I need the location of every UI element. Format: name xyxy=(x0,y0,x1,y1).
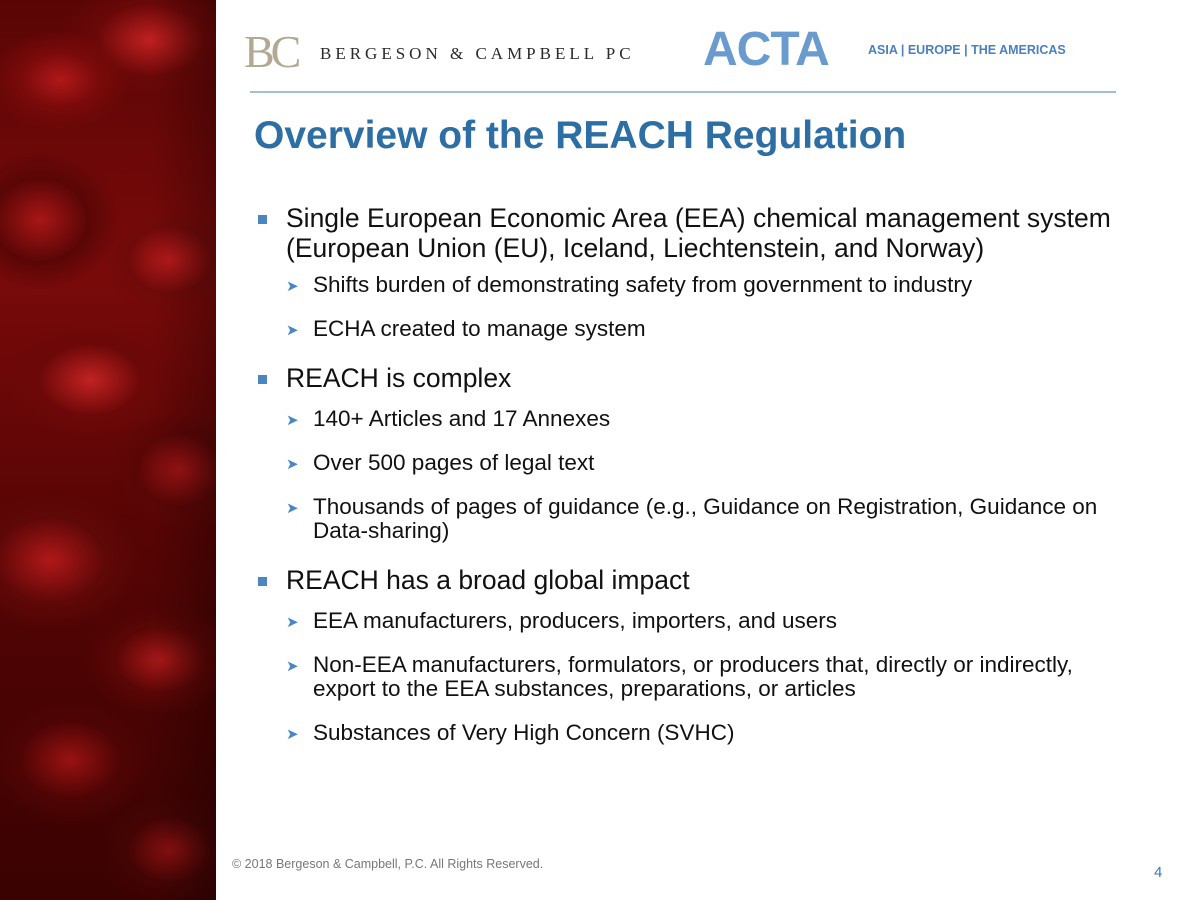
slide-content xyxy=(256,203,1136,765)
arrow-bullet-icon: ➤ xyxy=(286,456,299,473)
sub-bullet-item xyxy=(256,451,1136,475)
sub-bullet-item xyxy=(256,609,1136,633)
bullet-item xyxy=(256,203,1136,263)
sub-bullet-text: Thousands of pages of guidance (e.g., Guidance on Registration, Guidance on Data-sharing) xyxy=(313,494,1098,543)
arrow-bullet-icon: ➤ xyxy=(286,412,299,429)
sub-bullet-item xyxy=(256,721,1136,745)
sub-bullet-text: Substances of Very High Concern (SVHC) xyxy=(313,720,735,745)
arrow-bullet-icon: ➤ xyxy=(286,614,299,631)
square-bullet-icon xyxy=(258,375,267,384)
sub-bullet-item xyxy=(256,495,1136,543)
page-number: 4 xyxy=(1154,864,1163,881)
square-bullet-icon xyxy=(258,577,267,586)
sub-bullet-item xyxy=(256,653,1136,701)
arrow-bullet-icon: ➤ xyxy=(286,658,299,675)
bullet-item xyxy=(256,565,1136,595)
sub-bullet-item xyxy=(256,317,1136,341)
arrow-bullet-icon: ➤ xyxy=(286,278,299,295)
sub-bullet-text: Non-EEA manufacturers, formulators, or producers that, directly or indirectly, export to the EEA substances, preparations, or articles xyxy=(313,652,1073,701)
bullet-item xyxy=(256,363,1136,393)
bullet-text: Single European Economic Area (EEA) chemical management system (European Union (EU), Iceland, Liechtenstein, and Norway) xyxy=(286,203,1111,263)
bullet-text: REACH has a broad global impact xyxy=(286,565,690,595)
sub-bullet-text: Over 500 pages of legal text xyxy=(313,450,595,475)
acta-regions-tagline: ASIA | EUROPE | THE AMERICAS xyxy=(868,43,1066,57)
sub-bullet-text: EEA manufacturers, producers, importers, and users xyxy=(313,608,837,633)
bergeson-campbell-monogram-logo: BC xyxy=(244,26,298,77)
sub-bullet-text: ECHA created to manage system xyxy=(313,316,646,341)
sub-bullet-item xyxy=(256,407,1136,431)
arrow-bullet-icon: ➤ xyxy=(286,500,299,517)
bergeson-campbell-logo-text: BERGESON & CAMPBELL PC xyxy=(320,44,635,63)
sub-bullet-text: Shifts burden of demonstrating safety from government to industry xyxy=(313,272,973,297)
decorative-red-blood-cells-image xyxy=(0,0,216,900)
header-divider xyxy=(250,91,1116,93)
copyright-notice: © 2018 Bergeson & Campbell, P.C. All Rights Reserved. xyxy=(232,857,544,871)
square-bullet-icon xyxy=(258,215,267,224)
slide-title: Overview of the REACH Regulation xyxy=(254,114,907,157)
arrow-bullet-icon: ➤ xyxy=(286,322,299,339)
bullet-text: REACH is complex xyxy=(286,363,512,393)
sub-bullet-text: 140+ Articles and 17 Annexes xyxy=(313,406,611,431)
acta-logo: ACTA xyxy=(703,23,829,76)
sub-bullet-item xyxy=(256,273,1136,297)
arrow-bullet-icon: ➤ xyxy=(286,726,299,743)
